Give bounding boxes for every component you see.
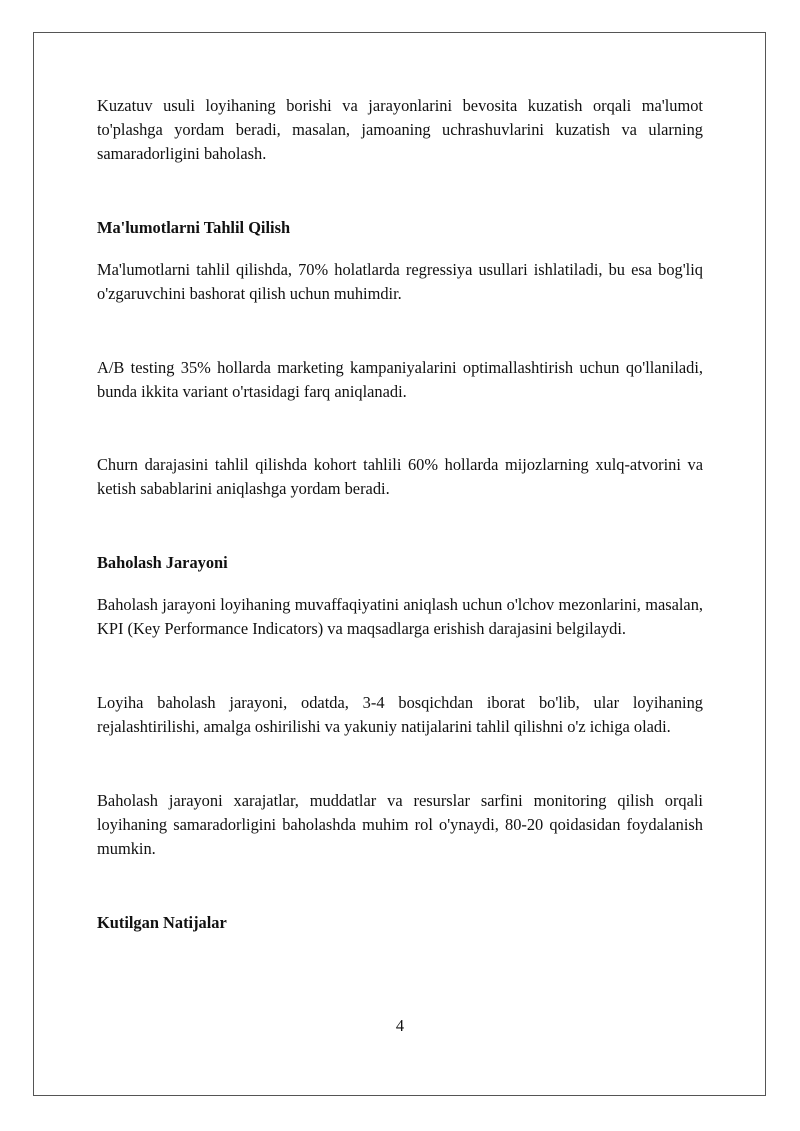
- page-content: [97, 94, 703, 935]
- paragraph-monitoring: Baholash jarayoni xarajatlar, muddatlar va resurslar sarfini monitoring qilish orqali loyihaning samaradorligini baholashda muhim rol o'ynaydi, 80-20 qoidasidan foydalanish mumkin.: [97, 791, 703, 858]
- heading-expected-results: Kutilgan Natijalar: [97, 913, 227, 932]
- heading-data-analysis: Ma'lumotlarni Tahlil Qilish: [97, 218, 291, 237]
- paragraph-regression: Ma'lumotlarni tahlil qilishda, 70% holatlarda regressiya usullari ishlatiladi, bu esa bog'liq o'zgaruvchini bashorat qilish uchun muhimdir.: [97, 260, 703, 303]
- paragraph-churn: Churn darajasini tahlil qilishda kohort tahlili 60% hollarda mijozlarning xulq-atvorini va ketish sabablarini aniqlashga yordam beradi.: [97, 455, 703, 498]
- paragraph-kpi: Baholash jarayoni loyihaning muvaffaqiyatini aniqlash uchun o'lchov mezonlarini, masalan, KPI (Key Performance Indicators) va maqsadlarga erishish darajasini belgilaydi.: [97, 595, 703, 638]
- heading-evaluation-process: Baholash Jarayoni: [97, 553, 228, 572]
- paragraph-stages: Loyiha baholash jarayoni, odatda, 3-4 bosqichdan iborat bo'lib, ular loyihaning rejalashtirilishi, amalga oshirilishi va yakuniy natijalarini tahlil qilishni o'z ichiga oladi.: [97, 693, 703, 736]
- paragraph-ab-testing: A/B testing 35% hollarda marketing kampaniyalarini optimallashtirish uchun qo'llaniladi, bunda ikkita variant o'rtasidagi farq aniqlanadi.: [97, 358, 703, 401]
- paragraph-observation-method: Kuzatuv usuli loyihaning borishi va jarayonlarini bevosita kuzatish orqali ma'lumot to'plashga yordam beradi, masalan, jamoaning uchrashuvlarini kuzatish va ularning samaradorligini baholash.: [97, 96, 703, 163]
- page-number: 4: [395, 1016, 405, 1035]
